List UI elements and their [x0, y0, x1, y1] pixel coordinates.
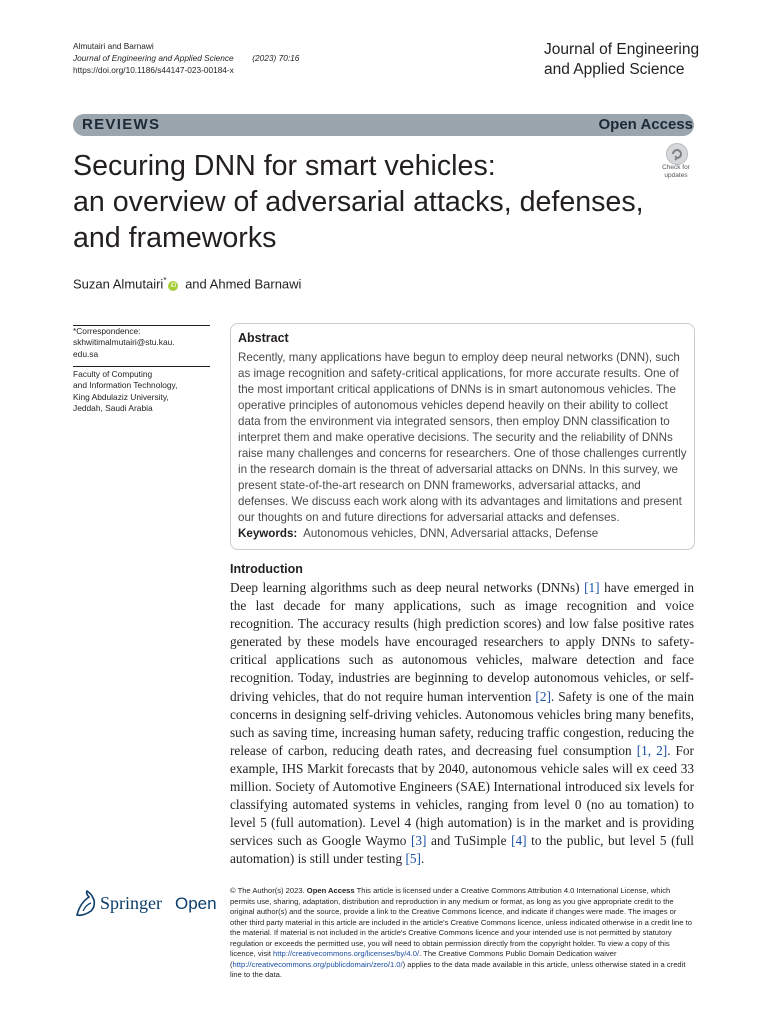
author-name[interactable]: Suzan Almutairi	[73, 276, 164, 292]
intro-text: and TuSimple	[426, 833, 512, 849]
affiliation-line: King Abdulaziz University,	[73, 391, 169, 402]
journal-name-line2: and Applied Science	[544, 61, 685, 78]
header-year-volume: (2023) 70:16	[252, 53, 300, 63]
footer-text: This article is licensed under a Creative Commons Attribution 4.0 International License, which permits use, sharing, adaptation, distribution and reproduction in any medium or format, as long as you give appropriate credit to the original author(s) and the source, provide a link to the Creative Commons licence, and indicate if changes were made. The images or other third party material in this article are included in the article's Creative Commons licence, unless indicated otherwise in a credit line to the material. If material is not included in the article's Creative Commons licence and your intended use is not permitted by statutory regulation or exceeds the permitted use, you will need to obtain permission directly from the copyright holder. To view a copy of this licence, visit	[230, 886, 692, 958]
affiliation-line: and Information Technology,	[73, 380, 178, 391]
springer-horse-icon	[77, 891, 94, 915]
introduction-heading: Introduction	[230, 562, 303, 576]
citation-link[interactable]: [2]	[535, 688, 551, 704]
title-line3: and frameworks	[73, 222, 277, 254]
intro-text: to the public, but level 5 (full automation) is still under testing	[230, 833, 694, 867]
footer-open-access: Open Access	[306, 886, 355, 895]
article-title	[73, 148, 673, 256]
title-line1: Securing DNN for smart vehicles:	[73, 150, 496, 182]
correspondence-block	[73, 326, 213, 360]
header-citation	[73, 52, 299, 64]
correspondence-label: *Correspondence:	[73, 326, 141, 336]
check-for-updates-button[interactable]	[654, 140, 698, 180]
header-journal: Journal of Engineering and Applied Science	[73, 53, 234, 63]
keywords-label: Keywords:	[238, 527, 298, 540]
journal-name-line1: Journal of Engineering	[544, 41, 700, 58]
footer-copyright: © The Author(s) 2023.	[230, 886, 307, 895]
running-header	[73, 40, 299, 76]
intro-text: . Safety is one of the main concerns in designing self-driving vehicles. Autonomous vehicles bring many benefits, such as saving time, increasing human safety, reducing traffic congestion, reducing the release of carbon, reducing death rates, and decreasing fuel consumption	[230, 688, 694, 758]
article-type-label: REVIEWS	[82, 116, 161, 133]
citation-link[interactable]: [1, 2]	[636, 742, 668, 758]
footer-text: ) applies to the data made available in this article, unless otherwise stated in a credit line to the data.	[230, 959, 686, 979]
citation-link[interactable]: [3]	[410, 833, 427, 849]
logo-suffix: Open	[175, 894, 217, 913]
header-doi[interactable]: https://doi.org/10.1186/s44147-023-00184-x	[73, 65, 234, 75]
license-link[interactable]: http://creativecommons.org/licenses/by/4.0/	[273, 949, 420, 958]
sidebar-divider	[73, 366, 210, 367]
public-domain-link[interactable]: http://creativecommons.org/publicdomain/zero/1.0/	[232, 959, 403, 969]
intro-text: . For example, IHS Markit forecasts that by 2040, autonomous vehicle sales will ex ceed 33 million. Society of Automotive Engineers (SAE) International introduced six levels for classifying automated systems in vehicles, ranging from level 0 (no au tomation) to level 5 (full automation). Level 4 (high automation) is in the market and is providing services such as Google Waymo	[230, 742, 694, 849]
corresponding-mark: *	[163, 276, 167, 285]
citation-link[interactable]: [1]	[584, 580, 600, 595]
affiliation-line: Jeddah, Saudi Arabia	[73, 402, 153, 413]
intro-text: .	[420, 851, 425, 867]
author-name[interactable]: and Ahmed Barnawi	[185, 276, 302, 292]
correspondence-email[interactable]: edu.sa	[73, 348, 99, 359]
affiliation-line: Faculty of Computing	[73, 369, 153, 379]
journal-name	[544, 40, 699, 80]
orcid-icon[interactable]: iD	[168, 281, 178, 291]
keywords-list: Autonomous vehicles, DNN, Adversarial attacks, Defense	[303, 527, 599, 540]
correspondence-email[interactable]: skhwitimalmutairi@stu.kau.	[73, 337, 175, 348]
intro-text: Deep learning algorithms such as deep neural networks (DNNs)	[230, 580, 585, 595]
check-updates-label: Check for updates	[662, 164, 690, 179]
footer-text: . The Creative Commons Public Domain Dedication waiver (	[230, 949, 617, 969]
introduction-paragraph	[230, 579, 694, 869]
header-authors: Almutairi and Barnawi	[73, 41, 154, 51]
check-updates-icon	[666, 143, 688, 165]
license-footer	[230, 886, 694, 981]
abstract-heading: Abstract	[238, 331, 289, 345]
keywords	[238, 526, 688, 542]
citation-link[interactable]: [5]	[405, 851, 421, 867]
title-line2: an overview of adversarial attacks, defenses,	[73, 186, 644, 218]
citation-link[interactable]: [4]	[511, 833, 527, 849]
abstract-text: Recently, many applications have begun to employ deep neural networks (DNN), such as image recognition and safety-critical applications, for more accurate results. One of the most important critical applications of DNNs is in smart autonomous vehicles. The operative principles of autonomous vehicles depend heavily on their ability to collect data from the environment via integrated sensors, then employ DNN classification to interpret them and make operative decisions. The security and the reliability of DNNs raise many challenges and concerns for researchers. One of those challenges currently in the research domain is the threat of adversarial attacks on DNNs. In this survey, we present state-of-the-art research on DNN frameworks, adversarial attacks, and defenses. We discuss each work along with its advantages and limitations and present our thoughts on and future directions for adversarial attacks and defenses.	[238, 351, 687, 524]
springer-open-logo	[73, 885, 218, 921]
intro-text: have emerged in the last decade for many applications, such as image recognition and voice recognition. The accuracy results (high prediction scores) and low false positive rates generated by these models have encouraged researchers to apply DNNs to safety-critical applications such as autonomous vehicles, malware detection and face recognition. Today, industries are beginning to develop autonomous vehicles, or self-driving vehicles, that do not require human intervention	[230, 580, 694, 704]
author-list	[73, 272, 301, 293]
open-access-label: Open Access	[598, 116, 693, 133]
logo-brand: Springer	[100, 893, 162, 913]
affiliation-block	[73, 369, 213, 414]
